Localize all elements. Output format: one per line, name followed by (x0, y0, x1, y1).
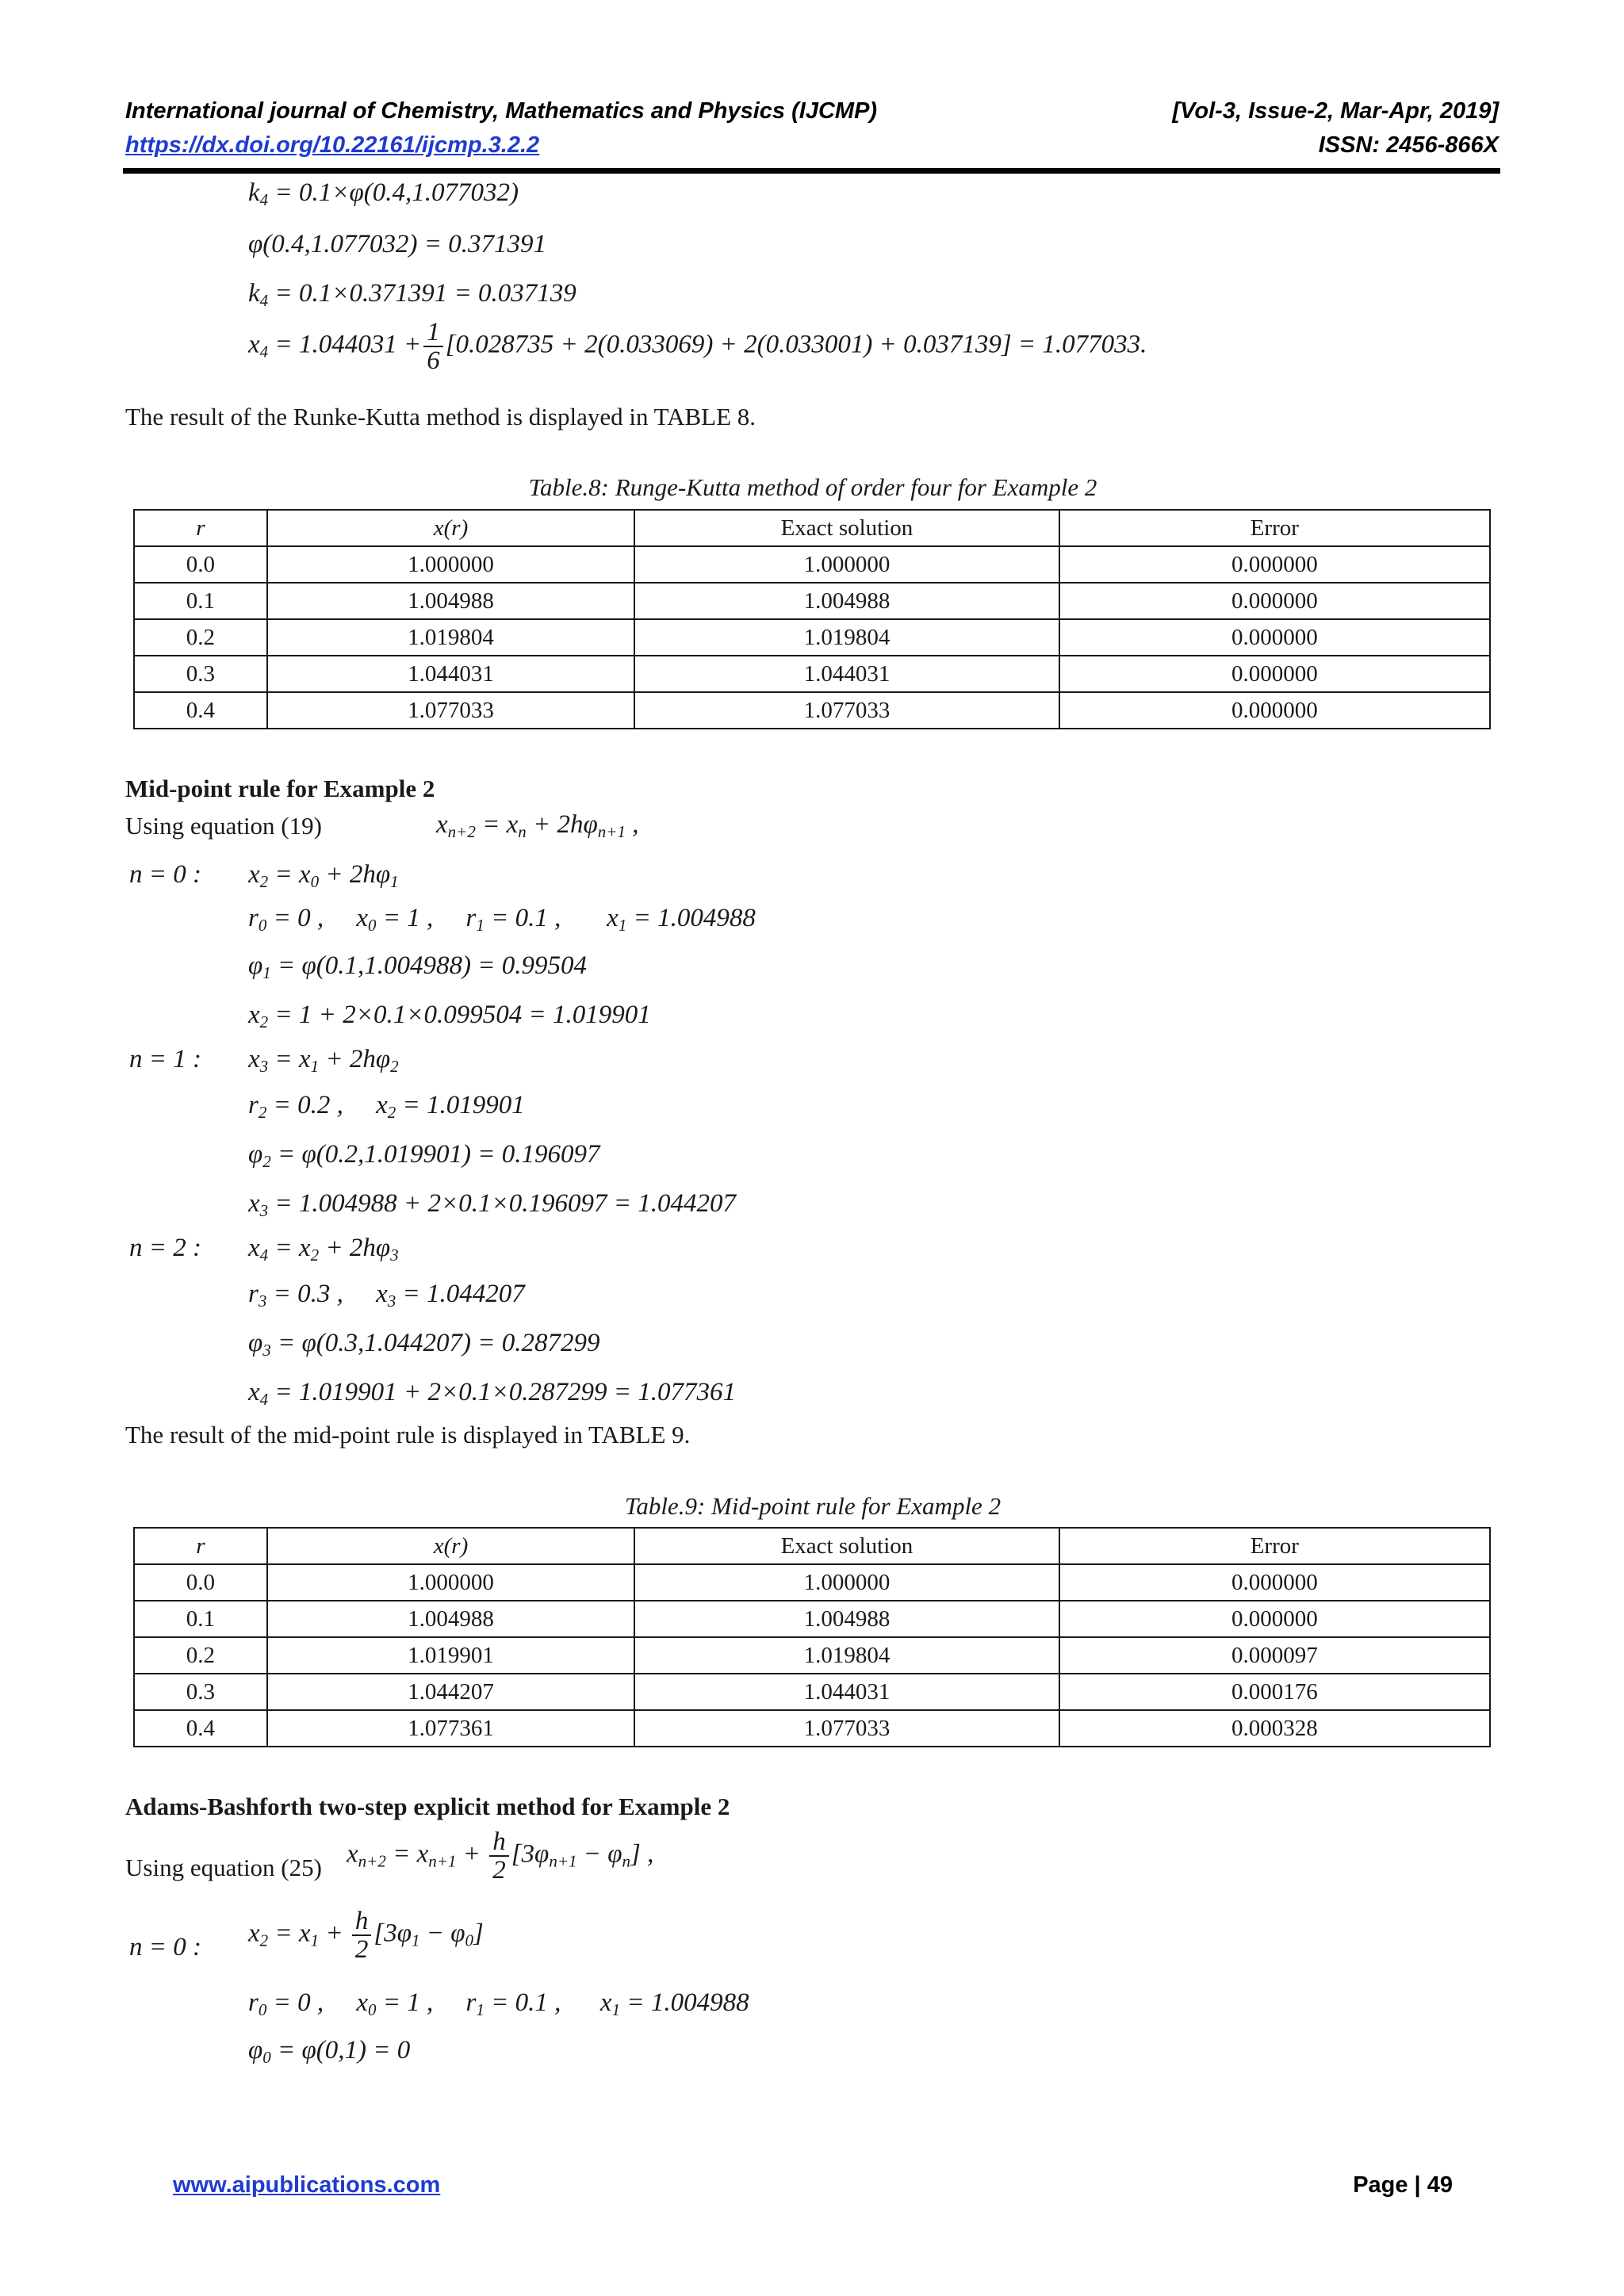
adams-n0-equation: $x_2 = x_1$ + $\frac{h}{2}$ $[3\varphi_1 - \varphi_0]$ (248, 1907, 484, 1964)
table-cell: 0.4 (134, 692, 267, 729)
midpoint-using-equation: Using equation (19) (125, 812, 322, 840)
table-cell: 1.077033 (267, 692, 634, 729)
table-cell: 0.000000 (1059, 546, 1490, 583)
table-row (134, 1601, 1490, 1637)
table-cell: 0.0 (134, 1564, 267, 1601)
table-row (134, 583, 1490, 619)
midpoint-n2-label: n = 2 : (129, 1234, 202, 1262)
table8-header-row (134, 510, 1490, 546)
table-cell: 0.000328 (1059, 1710, 1490, 1747)
table-cell: 1.019804 (634, 1637, 1059, 1674)
fraction-numerator: h (352, 1908, 372, 1936)
midpoint-n1-x: $x_3 = 1.004988 + 2\times 0.1\times 0.196097 = 1.044207$ (248, 1189, 736, 1220)
fraction-h-over-2 (489, 1828, 509, 1884)
equation-k4-value: $k_4 = 0.1\times 0.371391 = 0.037139$ (248, 279, 576, 310)
equation-x4-rk: $x_4 = 1.044031$ + $\frac{1}{6}$ [0.028735 + 2(0.033069) + 2(0.033001) + 0.037139] = 1.077033. (248, 318, 1147, 375)
table-cell: 1.004988 (267, 1601, 634, 1637)
table-cell: 0.000176 (1059, 1674, 1490, 1710)
midpoint-n2-phi: $\varphi_3 = \varphi(0.3,1.044207) = 0.287299$ (248, 1329, 600, 1360)
midpoint-n0-x: $x_2 = 1 + 2\times 0.1\times 0.099504 = 1.019901$ (248, 1001, 651, 1031)
table-cell: 0.000000 (1059, 1564, 1490, 1601)
table-cell: 1.000000 (267, 546, 634, 583)
table-cell: 1.000000 (634, 546, 1059, 583)
midpoint-n1-phi: $\varphi_2 = \varphi(0.2,1.019901) = 0.196097$ (248, 1140, 600, 1171)
table-cell: 0.1 (134, 583, 267, 619)
volume-info: [Vol-3, Issue-2, Mar-Apr, 2019] (1172, 98, 1499, 124)
table-cell: 0.000097 (1059, 1637, 1490, 1674)
midpoint-n0-label: n = 0 : (129, 860, 202, 889)
table-row (134, 1564, 1490, 1601)
table-cell: 0.000000 (1059, 692, 1490, 729)
table-cell: 1.044207 (267, 1674, 634, 1710)
header-rule (123, 168, 1500, 174)
table9-header-r: r (134, 1528, 267, 1564)
table-cell: 1.000000 (267, 1564, 634, 1601)
table-row (134, 1637, 1490, 1674)
fraction-denominator: 2 (354, 1935, 369, 1964)
footer-page-number: Page | 49 (1353, 2172, 1453, 2198)
table9-header-exact: Exact solution (634, 1528, 1059, 1564)
table-cell: 1.044031 (267, 656, 634, 692)
table8-header-xr: x(r) (267, 510, 634, 546)
table-row (134, 1674, 1490, 1710)
table-row (134, 692, 1490, 729)
fraction-one-sixth (423, 319, 443, 374)
table8-header-error: Error (1059, 510, 1490, 546)
table-row (134, 656, 1490, 692)
table-row (134, 619, 1490, 656)
k4-value-rhs: 0.1×0.371391 = 0.037139 (298, 279, 576, 308)
table-cell: 0.1 (134, 1601, 267, 1637)
midpoint-result-sentence: The result of the mid-point rule is displayed in TABLE 9. (125, 1421, 691, 1448)
midpoint-n2-x: $x_4 = 1.019901 + 2\times 0.1\times 0.287299 = 1.077361$ (248, 1378, 736, 1409)
table-cell: 0.2 (134, 619, 267, 656)
k4-def-rhs: 0.1×φ(0.4,1.077032) (298, 178, 519, 207)
midpoint-n1-values: $r_2 = 0.2$ , $x_2 = 1.019901$ (248, 1091, 525, 1122)
adams-n0-phi: $\varphi_0 = \varphi(0,1) = 0$ (248, 2036, 411, 2067)
rk-result-sentence: The result of the Runke-Kutta method is displayed in TABLE 8. (125, 403, 756, 430)
table-cell: 1.077033 (634, 692, 1059, 729)
table8-header-exact: Exact solution (634, 510, 1059, 546)
table-cell: 0.0 (134, 546, 267, 583)
table-cell: 1.000000 (634, 1564, 1059, 1601)
table-cell: 0.2 (134, 1637, 267, 1674)
table-cell: 1.004988 (634, 583, 1059, 619)
table9-header-row (134, 1528, 1490, 1564)
table9-caption: Table.9: Mid-point rule for Example 2 (624, 1492, 1002, 1520)
fraction-h-over-2 (352, 1908, 372, 1963)
fraction-numerator: 1 (423, 319, 443, 347)
adams-n0-label: n = 0 : (129, 1933, 202, 1961)
fraction-denominator: 6 (427, 346, 440, 375)
midpoint-n0-equation: $x_2 = x_0 + 2h\varphi_1$ (248, 860, 399, 891)
table-cell: 1.004988 (267, 583, 634, 619)
table-cell: 1.019804 (267, 619, 634, 656)
fraction-denominator: 2 (492, 1856, 506, 1885)
table-cell: 0.3 (134, 1674, 267, 1710)
midpoint-heading: Mid-point rule for Example 2 (125, 775, 435, 802)
x4-post: [0.028735 + 2(0.033069) + 2(0.033001) + 0.037139] = 1.077033. (445, 330, 1147, 359)
midpoint-n2-values: $r_3 = 0.3$ , $x_3 = 1.044207$ (248, 1280, 525, 1311)
table-cell: 1.044031 (634, 1674, 1059, 1710)
midpoint-n0-phi: $\varphi_1 = \varphi(0.1,1.004988) = 0.99504$ (248, 951, 588, 982)
table-cell: 1.077033 (634, 1710, 1059, 1747)
midpoint-formula: $x_{n+2} = x_n + 2h\varphi_{n+1}$ , (436, 810, 639, 841)
table-cell: 1.019804 (634, 619, 1059, 656)
table9 (133, 1527, 1491, 1747)
table-cell: 1.004988 (634, 1601, 1059, 1637)
adams-n0-values: $r_0 = 0$ , $x_0 = 1$ , $r_1 = 0.1$ , $x_1 = 1.004988$ (248, 1988, 749, 2019)
adams-using-equation: Using equation (25) (125, 1854, 322, 1881)
journal-title: International journal of Chemistry, Mathematics and Physics (IJCMP) (125, 98, 878, 124)
table9-header-error: Error (1059, 1528, 1490, 1564)
table-cell: 0.000000 (1059, 1601, 1490, 1637)
table-row (134, 1710, 1490, 1747)
table8-caption: Table.8: Runge-Kutta method of order four for Example 2 (528, 473, 1097, 501)
table-cell: 0.4 (134, 1710, 267, 1747)
doi-link[interactable]: https://dx.doi.org/10.22161/ijcmp.3.2.2 (125, 132, 540, 158)
table-cell: 0.000000 (1059, 656, 1490, 692)
footer-website-link[interactable]: www.aipublications.com (173, 2172, 441, 2198)
table9-header-xr: x(r) (267, 1528, 634, 1564)
adams-formula: $x_{n+2} = x_{n+1}$ + $\frac{h}{2}$ $[3\varphi_{n+1} - \varphi_n]$ , (347, 1827, 654, 1885)
table-cell: 0.3 (134, 656, 267, 692)
table-cell: 0.000000 (1059, 619, 1490, 656)
table-cell: 1.044031 (634, 656, 1059, 692)
table8 (133, 509, 1491, 729)
midpoint-n1-label: n = 1 : (129, 1045, 202, 1073)
midpoint-n0-values: $r_0 = 0$ , $x_0 = 1$ , $r_1 = 0.1$ , $x_1 = 1.004988$ (248, 904, 756, 935)
table-cell: 0.000000 (1059, 583, 1490, 619)
issn-info: ISSN: 2456-866X (1318, 132, 1499, 158)
x4-pre: 1.044031 + (298, 330, 422, 359)
midpoint-n2-equation: $x_4 = x_2 + 2h\varphi_3$ (248, 1234, 399, 1265)
table-cell: 1.077361 (267, 1710, 634, 1747)
equation-k4-definition: $k_4 = 0.1\times\varphi(0.4,1.077032)$ (248, 178, 519, 209)
table8-header-r: r (134, 510, 267, 546)
fraction-numerator: h (489, 1828, 509, 1857)
table-cell: 1.019901 (267, 1637, 634, 1674)
equation-phi-value: φ(0.4,1.077032) = 0.371391 (248, 230, 547, 258)
adams-heading: Adams-Bashforth two-step explicit method for Example 2 (125, 1793, 730, 1820)
table-row (134, 546, 1490, 583)
midpoint-n1-equation: $x_3 = x_1 + 2h\varphi_2$ (248, 1045, 399, 1076)
